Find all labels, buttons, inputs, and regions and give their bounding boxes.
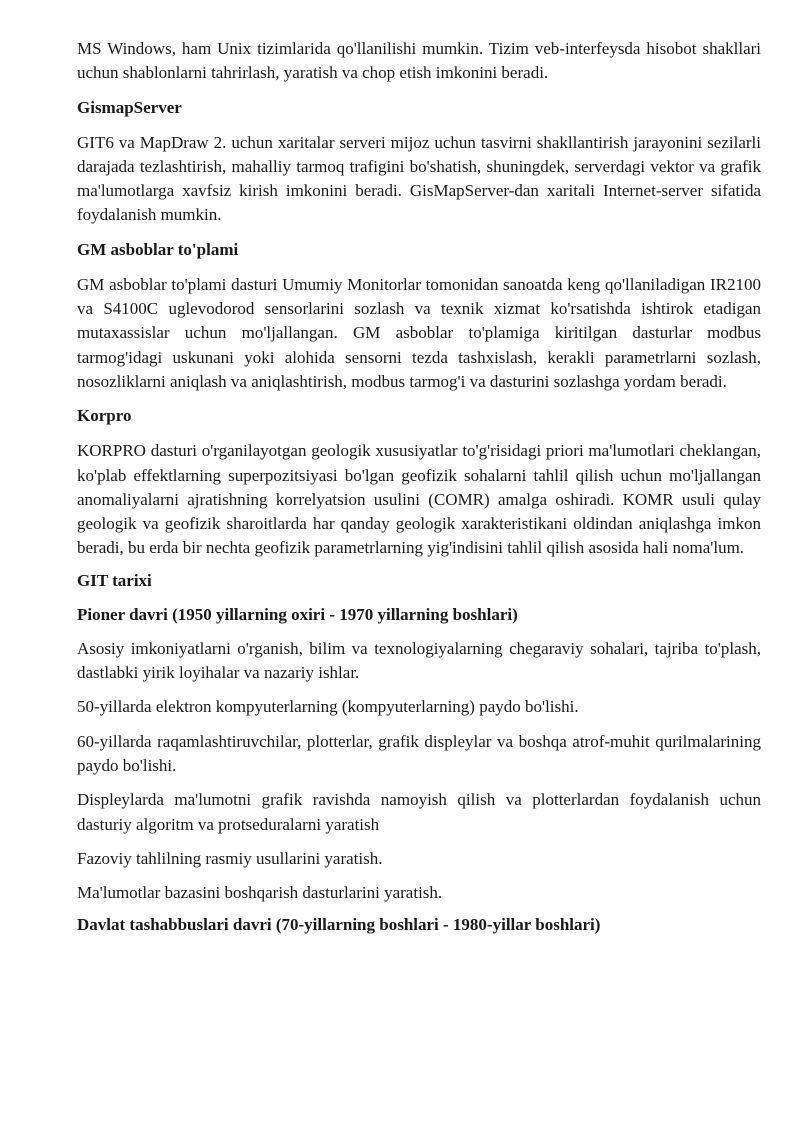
heading-state-initiatives-period: Davlat tashabbuslari davri (70-yillarning boshlari - 1980-yillar boshlari) <box>77 915 601 935</box>
paragraph-gismapserver: GIT6 va MapDraw 2. uchun xaritalar serveri mijoz uchun tasvirni shakllantirish jarayonini sezilarli darajada tezlashtirish, mahalliy tarmoq trafigini bo'shatish, shuningdek, serverdagi vektor va grafik ma'lumotlarga xavfsiz kirish imkonini beradi. GisMapServer-dan xaritali Internet-server sifatida foydalanish mumkin. <box>77 132 761 225</box>
paragraph-pioneer-3: 60-yillarda raqamlashtiruvchilar, plotterlar, grafik displeylar va boshqa atrof-muhit qurilmalarining paydo bo'lishi. <box>77 731 761 775</box>
paragraph-pioneer-2: 50-yillarda elektron kompyuterlarning (kompyuterlarning) paydo bo'lishi. <box>77 697 579 717</box>
paragraph-pioneer-6: Ma'lumotlar bazasini boshqarish dasturlarini yaratish. <box>77 883 443 903</box>
heading-git-history: GIT tarixi <box>77 570 152 590</box>
paragraph-korpro: KORPRO dasturi o'rganilayotgan geologik xususiyatlar to'g'risidagi priori ma'lumotlari cheklangan, ko'plab effektlarning superpozitsiyasi bo'lgan geofizik sohalarni tahlil qilish uchun mo'ljallangan anomaliyalarni ajratishning korrelyatsion usulini (COMR) amalga oshiradi. KOMR usuli qulay geologik va geofizik sharoitlarda har qanday geologik xarakteristikani oldindan aniqlashga imkon beradi, bu erda bir nechta geofizik parametrlarning yig'indisini tahlil qilish asosida hali noma'lum. <box>77 441 761 558</box>
paragraph-gm-toolkit: GM asboblar to'plami dasturi Umumiy Monitorlar tomonidan sanoatda keng qo'llaniladigan IR2100 va S4100C uglevodorod sensorlarini sozlash va texnik xizmat ko'rsatishda ishtirok etadigan mutaxassislar uchun mo'ljallangan. GM asboblar to'plamiga kiritilgan dasturlar modbus tarmog'idagi uskunani yoki alohida sensorni tezda tashxislash, kerakli parametrlarni sozlash, nosozliklarni aniqlash va aniqlashtirish, modbus tarmog'i va dasturini sozlashga yordam beradi. <box>77 274 761 391</box>
heading-gm-toolkit: GM asboblar to'plami <box>77 239 239 259</box>
paragraph-intro: MS Windows, ham Unix tizimlarida qo'llanilishi mumkin. Tizim veb-interfeysda hisobot shakllari uchun shablonlarni tahrirlash, yaratish va chop etish imkonini beradi. <box>77 39 761 83</box>
paragraph-pioneer-5: Fazoviy tahlilning rasmiy usullarini yaratish. <box>77 848 383 868</box>
heading-pioneer-period: Pioner davri (1950 yillarning oxiri - 1970 yillarning boshlari) <box>77 604 518 624</box>
paragraph-pioneer-1: Asosiy imkoniyatlarni o'rganish, bilim va texnologiyalarning chegaraviy sohalari, tajriba to'plash, dastlabki yirik loyihalar va nazariy ishlar. <box>77 638 761 683</box>
heading-gismapserver: GismapServer <box>77 97 182 117</box>
paragraph-pioneer-4: Displeylarda ma'lumotni grafik ravishda namoyish qilish va plotterlardan foydalanish uchun dasturiy algoritm va protseduralarni yaratish <box>77 790 761 834</box>
heading-korpro: Korpro <box>77 406 132 426</box>
